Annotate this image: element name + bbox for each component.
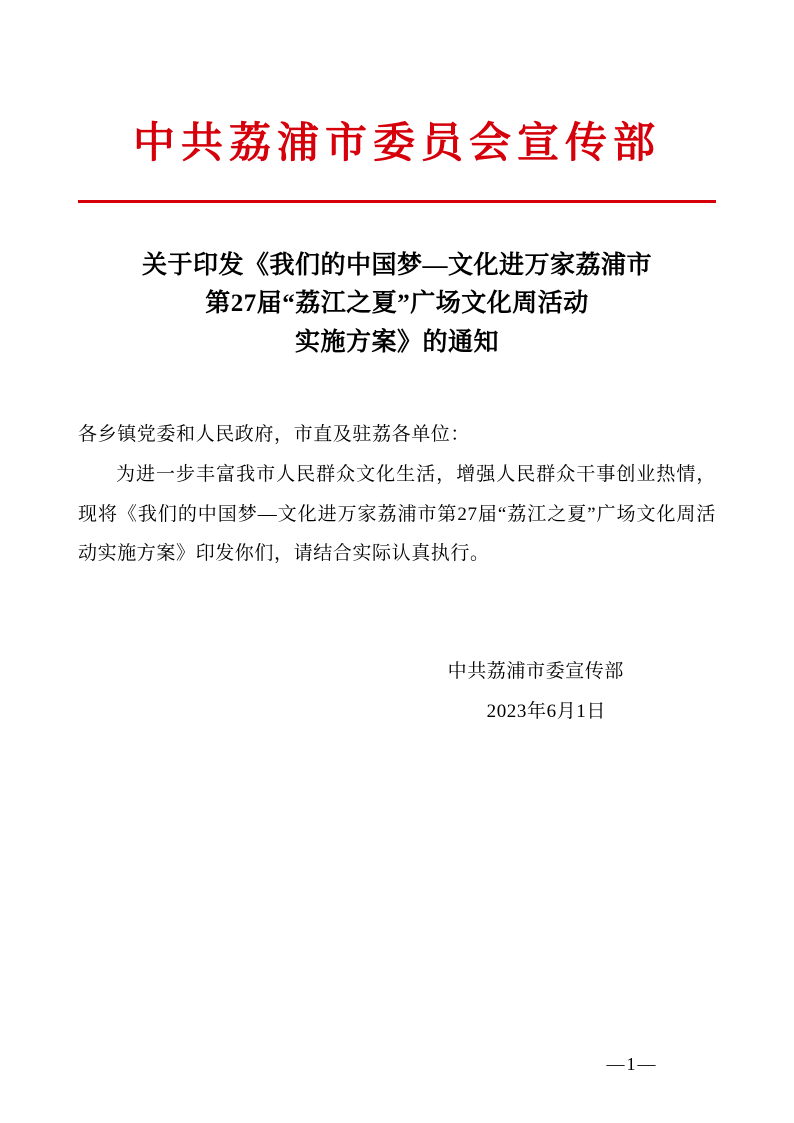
salutation: 各乡镇党委和人民政府，市直及驻荔各单位： [78, 423, 471, 445]
letterhead-organization: 中共荔浦市委员会宣传部 [132, 121, 661, 167]
signature-date: 2023年6月1日 [486, 701, 606, 723]
body-paragraph-1: 为进一步丰富我市人民群众文化生活，增强人民群众干事创业热情，现将《我们的中国梦—文化进万家荔浦市第27届“荔江之夏”广场文化周活动实施方案》印发你们，请结合实际认真执行。 [78, 463, 716, 565]
document-title-line-1: 关于印发《我们的中国梦—文化进万家荔浦市 [141, 251, 652, 279]
page-footer [0, 1054, 794, 1075]
signature-issuer: 中共荔浦市委宣传部 [447, 661, 624, 683]
signature-block [78, 652, 716, 732]
letterhead-red-rule [78, 200, 716, 203]
page-number: —1— [606, 1054, 658, 1074]
document-title-line-2: 第27届“荔江之夏”广场文化周活动 [205, 290, 589, 318]
letterhead [78, 118, 716, 203]
document-title [78, 247, 716, 363]
document-body [78, 415, 716, 575]
document-title-line-3: 实施方案》的通知 [294, 329, 499, 356]
